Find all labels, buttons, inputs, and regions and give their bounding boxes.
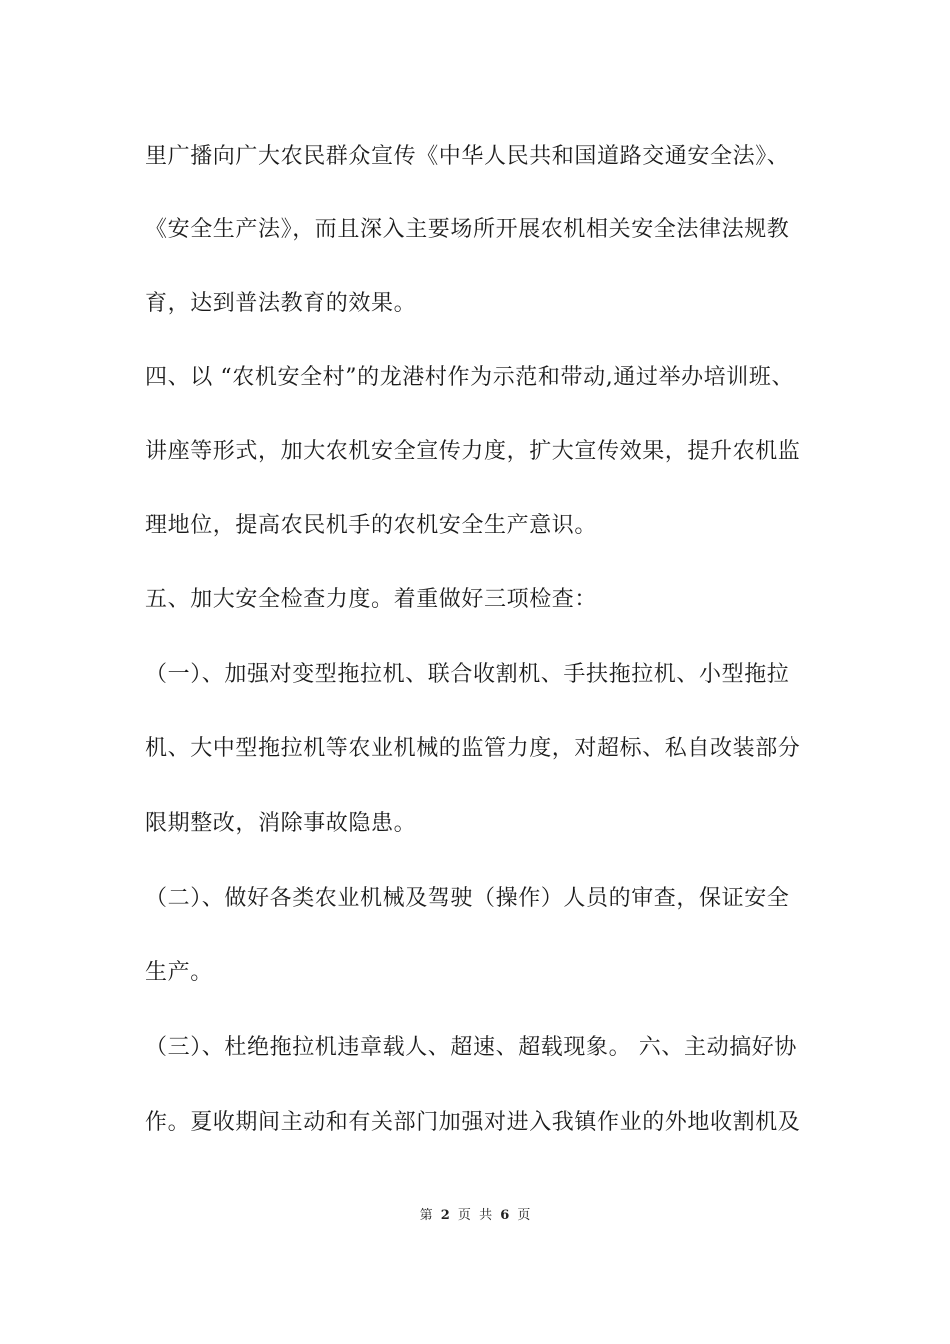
body-line-12: 生产。 [145, 960, 213, 985]
footer-page-unit: 页 [457, 1208, 471, 1223]
body-line-13: （三）、杜绝拖拉机违章载人、超速、超载现象。 六、主动搞好协 [145, 1035, 797, 1060]
body-line-11: （二）、做好各类农业机械及驾驶（操作）人员的审查，保证安全 [145, 886, 790, 911]
body-line-8: （一）、加强对变型拖拉机、联合收割机、手扶拖拉机、小型拖拉 [145, 662, 790, 687]
body-line-10: 限期整改，消除事故隐患。 [145, 811, 417, 836]
body-line-4: 四、以 “农机安全村”的龙港村作为示范和带动,通过举办培训班、 [145, 365, 795, 390]
body-line-1: 里广播向广大农民群众宣传《中华人民共和国道路交通安全法》、 [145, 144, 790, 169]
body-line-7: 五、加大安全检查力度。着重做好三项检查： [145, 587, 598, 612]
body-line-6: 理地位，提高农民机手的农机安全生产意识。 [145, 513, 598, 538]
body-line-5: 讲座等形式，加大农机安全宣传力度，扩大宣传效果，提升农机监 [145, 439, 801, 464]
body-line-14: 作。夏收期间主动和有关部门加强对进入我镇作业的外地收割机及 [145, 1110, 801, 1135]
body-line-9: 机、大中型拖拉机等农业机械的监管力度，对超标、私自改装部分 [145, 736, 801, 761]
body-line-3: 育，达到普法教育的效果。 [145, 291, 417, 316]
page-footer [0, 1206, 950, 1226]
footer-prefix: 第 [419, 1208, 433, 1223]
footer-total-unit: 页 [517, 1208, 531, 1223]
current-page-number: 2 [440, 1208, 450, 1223]
footer-total-prefix: 共 [479, 1208, 493, 1223]
total-pages-number: 6 [500, 1208, 510, 1223]
body-line-2: 《安全生产法》，而且深入主要场所开展农机相关安全法律法规教 [145, 217, 790, 242]
